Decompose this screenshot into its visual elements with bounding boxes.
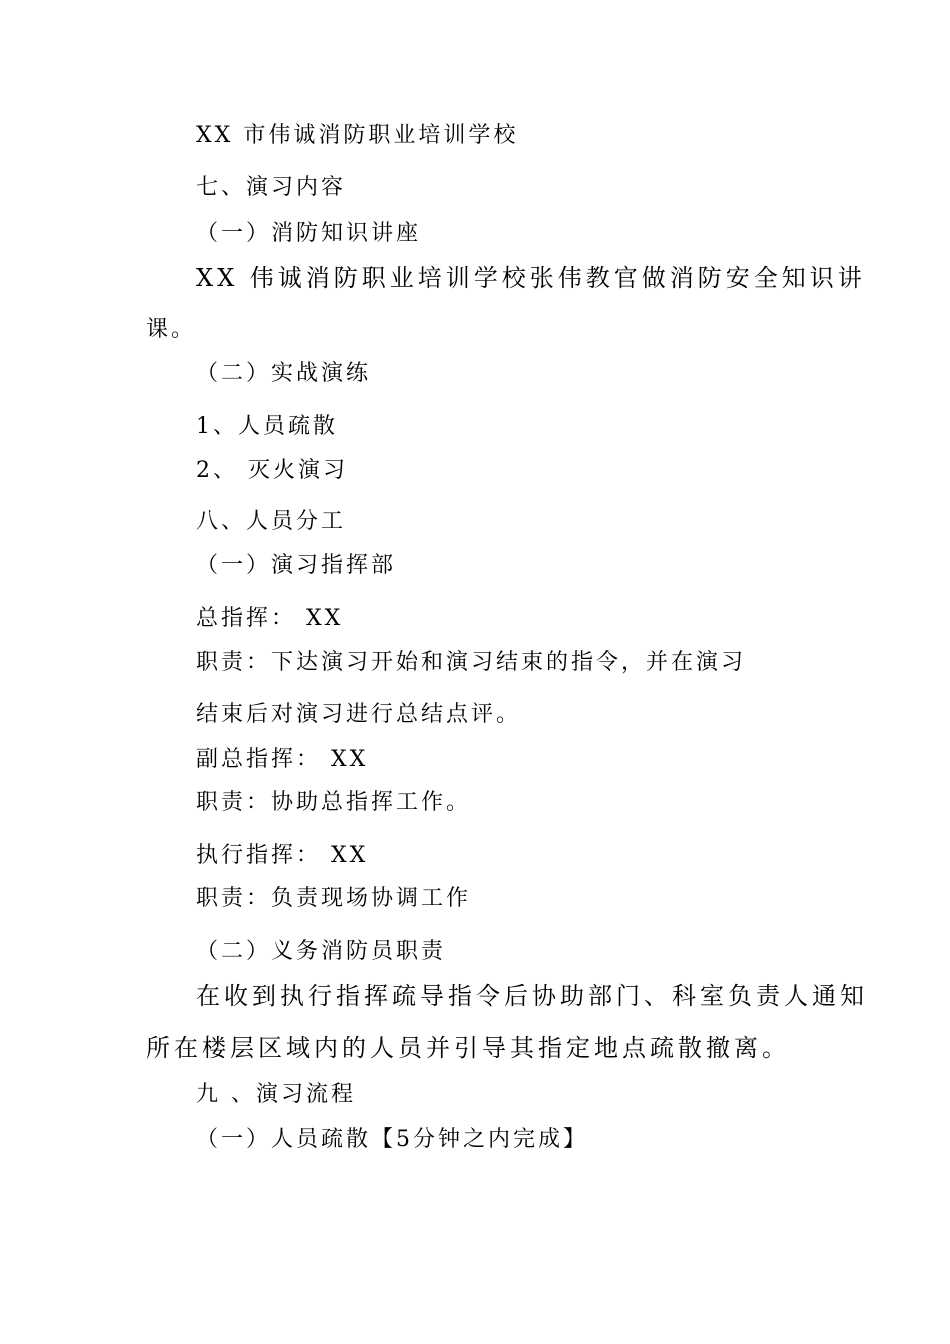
volunteer-paragraph-line-1: 在收到执行指挥疏导指令后协助部门、科室负责人通知 (196, 982, 868, 1010)
section-8-heading: 八、人员分工 (196, 509, 347, 534)
section-9-heading: 九 、演习流程 (196, 1082, 356, 1107)
subsection-lecture: （一）消防知识讲座 (196, 221, 422, 246)
volunteer-paragraph-line-2: 所在楼层区域内的人员并引导其指定地点疏散撤离。 (146, 1034, 790, 1062)
subsection-evacuation: （一）人员疏散【5分钟之内完成】 (196, 1127, 588, 1152)
org-name-line: XX 市伟诚消防职业培训学校 (196, 123, 519, 148)
lecture-paragraph-line-1: XX 伟诚消防职业培训学校张伟教官做消防安全知识讲 (196, 264, 866, 292)
executive-commander-line: 执行指挥： XX (196, 843, 369, 868)
commander-duty-line-1: 职责：下达演习开始和演习结束的指令，并在演习 (196, 650, 747, 675)
subsection-drill: （二）实战演练 (196, 361, 372, 386)
lecture-paragraph-line-2: 课。 (146, 317, 197, 342)
commander-line: 总指挥： XX (196, 606, 344, 631)
list-item-firefighting: 2、 灭火演习 (196, 458, 348, 483)
deputy-commander-line: 副总指挥： XX (196, 747, 369, 772)
commander-duty-line-2: 结束后对演习进行总结点评。 (196, 702, 522, 727)
subsection-volunteer: （二）义务消防员职责 (196, 939, 447, 964)
deputy-duty-line: 职责：协助总指挥工作。 (196, 790, 472, 815)
list-item-evacuation: 1、人员疏散 (196, 414, 338, 439)
subsection-command: （一）演习指挥部 (196, 553, 397, 578)
section-7-heading: 七、演习内容 (196, 175, 347, 200)
executive-duty-line: 职责：负责现场协调工作 (196, 886, 472, 911)
